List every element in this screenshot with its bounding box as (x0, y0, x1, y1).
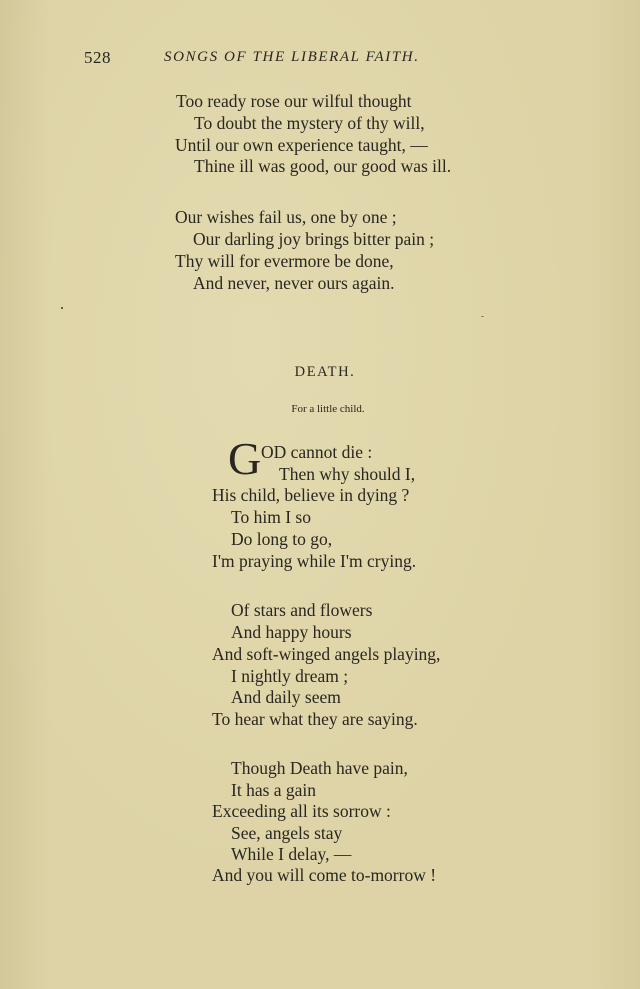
verse-line: And you will come to-morrow ! (212, 865, 437, 885)
verse-line: And happy hours (231, 622, 352, 642)
verse-line: To hear what they are saying. (212, 709, 418, 729)
verse-line: I'm praying while I'm crying. (212, 551, 417, 571)
verse-line: To doubt the mystery of thy will, (194, 113, 425, 133)
verse-line: See, angels stay (231, 823, 343, 843)
verse-line: Until our own experience taught, — (175, 135, 428, 155)
verse-line: I nightly dream ; (231, 666, 349, 686)
poem-title: DEATH. (294, 364, 356, 380)
drop-cap: G (228, 433, 262, 484)
verse-line: Then why should I, (279, 464, 416, 484)
verse-line: To him I so (231, 507, 311, 527)
page-header (84, 48, 504, 72)
verse-line: Exceeding all its sorrow : (212, 801, 391, 821)
verse-line: It has a gain (231, 780, 317, 800)
verse-line: OD cannot die : (261, 442, 373, 462)
verse-line: Thine ill was good, our good was ill. (194, 156, 452, 176)
verse-line: And never, never ours again. (193, 273, 395, 293)
verse-line: Too ready rose our wilful thought (176, 91, 412, 111)
verse-line: Do long to go, (231, 529, 333, 549)
print-speck (481, 316, 484, 317)
verse-line: And soft-winged angels playing, (212, 644, 441, 664)
verse-line: And daily seem (231, 687, 341, 707)
verse-line: Thy will for evermore be done, (175, 251, 394, 271)
verse-line: Of stars and flowers (231, 600, 373, 620)
print-speck (61, 307, 63, 309)
verse-line: While I delay, — (231, 844, 352, 864)
poem-subtitle: For a little child. (291, 403, 365, 415)
verse-line: Our darling joy brings bitter pain ; (193, 229, 435, 249)
verse-line: Our wishes fail us, one by one ; (175, 207, 397, 227)
verse-line: His child, believe in dying ? (212, 485, 410, 505)
running-head: SONGS OF THE LIBERAL FAITH. (164, 49, 420, 65)
page-number: 528 (84, 48, 111, 67)
verse-line: Though Death have pain, (231, 758, 408, 778)
